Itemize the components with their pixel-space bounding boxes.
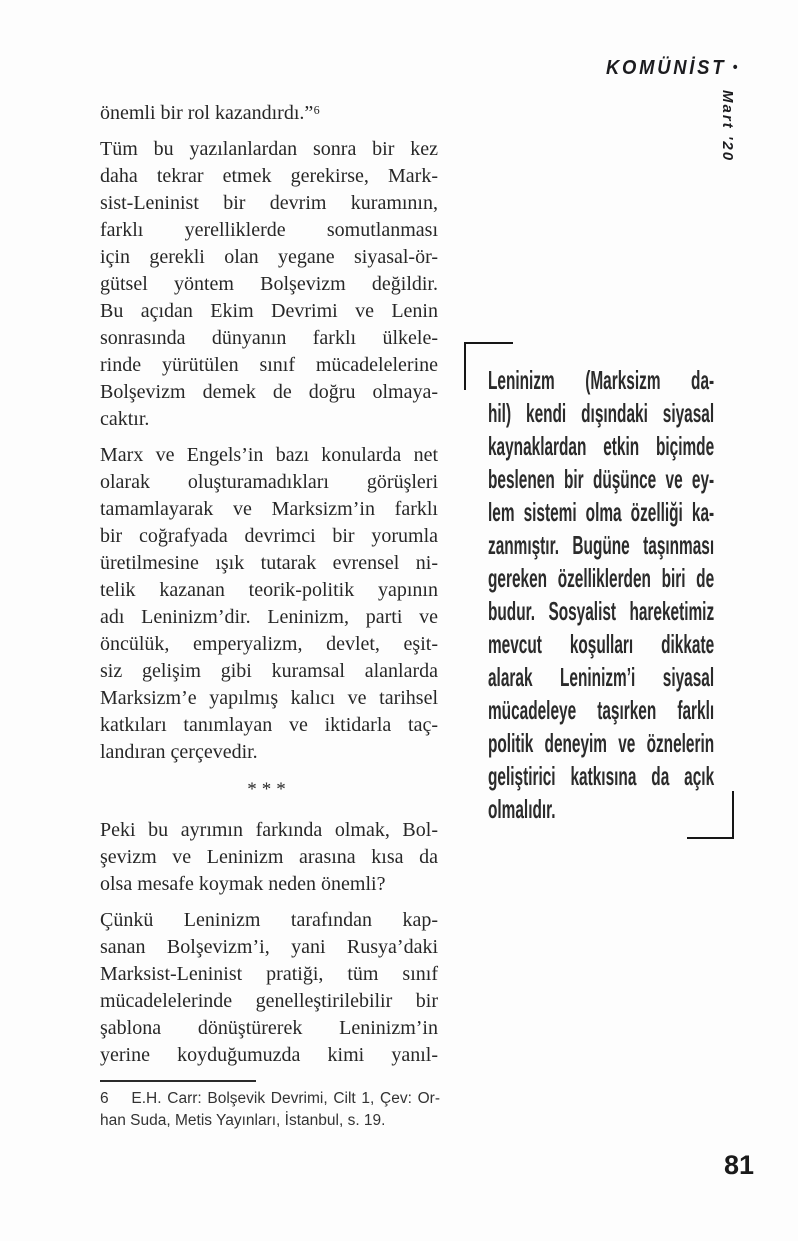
quote-close-bracket [687, 791, 734, 839]
text-line: tamamlayarak ve Marksizm’in farklı [100, 498, 438, 520]
text-line: bir coğrafyada devrimci bir yorumla [100, 525, 438, 547]
quote-line: politik deneyim ve öznelerin [488, 728, 715, 758]
text-line: siz gelişim gibi kuramsal alanlarda [100, 660, 438, 682]
page-number: 81 [724, 1150, 755, 1180]
text-line: olsa mesafe koymak neden önemli? [100, 873, 386, 895]
quote-line: mücadeleye taşırken farklı [488, 695, 715, 725]
text-line: üretilmesine ışık tutarak evrensel ni- [100, 552, 438, 574]
quote-line: geliştirici katkısına da açık [488, 761, 715, 791]
text-line: için gerekli olan yegane siyasal-ör- [100, 246, 438, 268]
text-line: Bu açıdan Ekim Devrimi ve Lenin [100, 300, 438, 322]
magazine-title [606, 57, 738, 80]
quote-line: mevcut koşulları dikkate [488, 629, 715, 659]
footnote [100, 1088, 440, 1132]
text-line: öncülük, emperyalizm, devlet, eşit- [100, 633, 438, 655]
text-line: adı Leninizm’dir. Leninizm, parti ve [100, 606, 438, 628]
text-line: Marx ve Engels’in bazı konularda net [100, 444, 438, 466]
magazine-title-text: KOMÜNİST [606, 57, 727, 79]
text-line: Marksist-Leninist pratiği, tüm sınıf [100, 963, 438, 985]
text-line: Marksizm’e yapılmış kalıcı ve tarihsel [100, 687, 438, 709]
text-line: daha tekrar etmek gerekirse, Mark- [100, 165, 438, 187]
quote-line: alarak Leninizm’i siyasal [488, 662, 715, 692]
body-paragraph [100, 136, 438, 433]
body-paragraph [100, 442, 438, 766]
body-paragraph [100, 817, 438, 898]
text-line: Peki bu ayrımın farkında olmak, Bol- [100, 819, 438, 841]
text-line: yerine koyduğumuzda kimi yanıl- [100, 1044, 438, 1066]
text-line: şablona dönüştürerek Leninizm’in [100, 1017, 438, 1039]
text-line: caktır. [100, 408, 150, 430]
quote-line: lem sistemi olma özelliği ka- [488, 497, 715, 527]
text-line: rinde yürütülen sınıf mücadelelerine [100, 354, 438, 376]
text-line: şevizm ve Leninizm arasına kısa da [100, 846, 438, 868]
footnote-rule [100, 1080, 256, 1082]
text-line: landıran çerçevedir. [100, 741, 258, 763]
quote-line: zanmıştır. Bugüne taşınması [488, 530, 715, 560]
text-line: sanan Bolşevizm’i, yani Rusya’daki [100, 936, 438, 958]
bullet-icon: • [732, 59, 738, 76]
text-line: mücadelelerinde genelleştirilebilir bir [100, 990, 438, 1012]
pull-quote-text [488, 364, 714, 826]
text-line: Çünkü Leninizm tarafından kap- [100, 909, 438, 931]
text-line: farklı yerelliklerde somutlanması [100, 219, 438, 241]
body-paragraph [100, 907, 438, 1069]
footnote-line: han Suda, Metis Yayınları, İstanbul, s. 19. [100, 1112, 386, 1129]
footnote-line: 6 E.H. Carr: Bolşevik Devrimi, Cilt 1, Çev: Or- [100, 1090, 440, 1107]
quote-line: beslenen bir düşünce ve ey- [488, 464, 715, 494]
quote-line: gereken özelliklerden biri de [488, 563, 715, 593]
quote-line: Leninizm (Marksizm da- [488, 365, 715, 395]
text-line: sonrasında dünyanın farklı ülkele- [100, 327, 438, 349]
quote-line: budur. Sosyalist hareketimiz [488, 596, 715, 626]
text-line: katkıları tanımlayan ve iktidarla taç- [100, 714, 438, 736]
text-line: Bolşevizm demek de doğru olmaya- [100, 381, 438, 403]
issue-date: Mart '20 [719, 90, 736, 163]
quote-line: kaynaklardan etkin biçimde [488, 431, 715, 461]
text-line: telik kazanan teorik-politik yapının [100, 579, 438, 601]
text-line: sist-Leninist bir devrim kuramının, [100, 192, 438, 214]
body-paragraph [100, 100, 438, 127]
article-body [100, 100, 438, 1078]
text-line: gütsel yöntem Bolşevizm değildir. [100, 273, 438, 295]
section-separator: *** [247, 779, 291, 800]
pull-quote [488, 364, 714, 826]
text-line: önemli bir rol kazandırdı.”⁶ [100, 102, 321, 124]
text-line: olarak oluşturamadıkları görüşleri [100, 471, 438, 493]
quote-line: hil) kendi dışındaki siyasal [488, 398, 715, 428]
quote-line: olmalıdır. [488, 794, 556, 824]
text-line: Tüm bu yazılanlardan sonra bir kez [100, 138, 438, 160]
